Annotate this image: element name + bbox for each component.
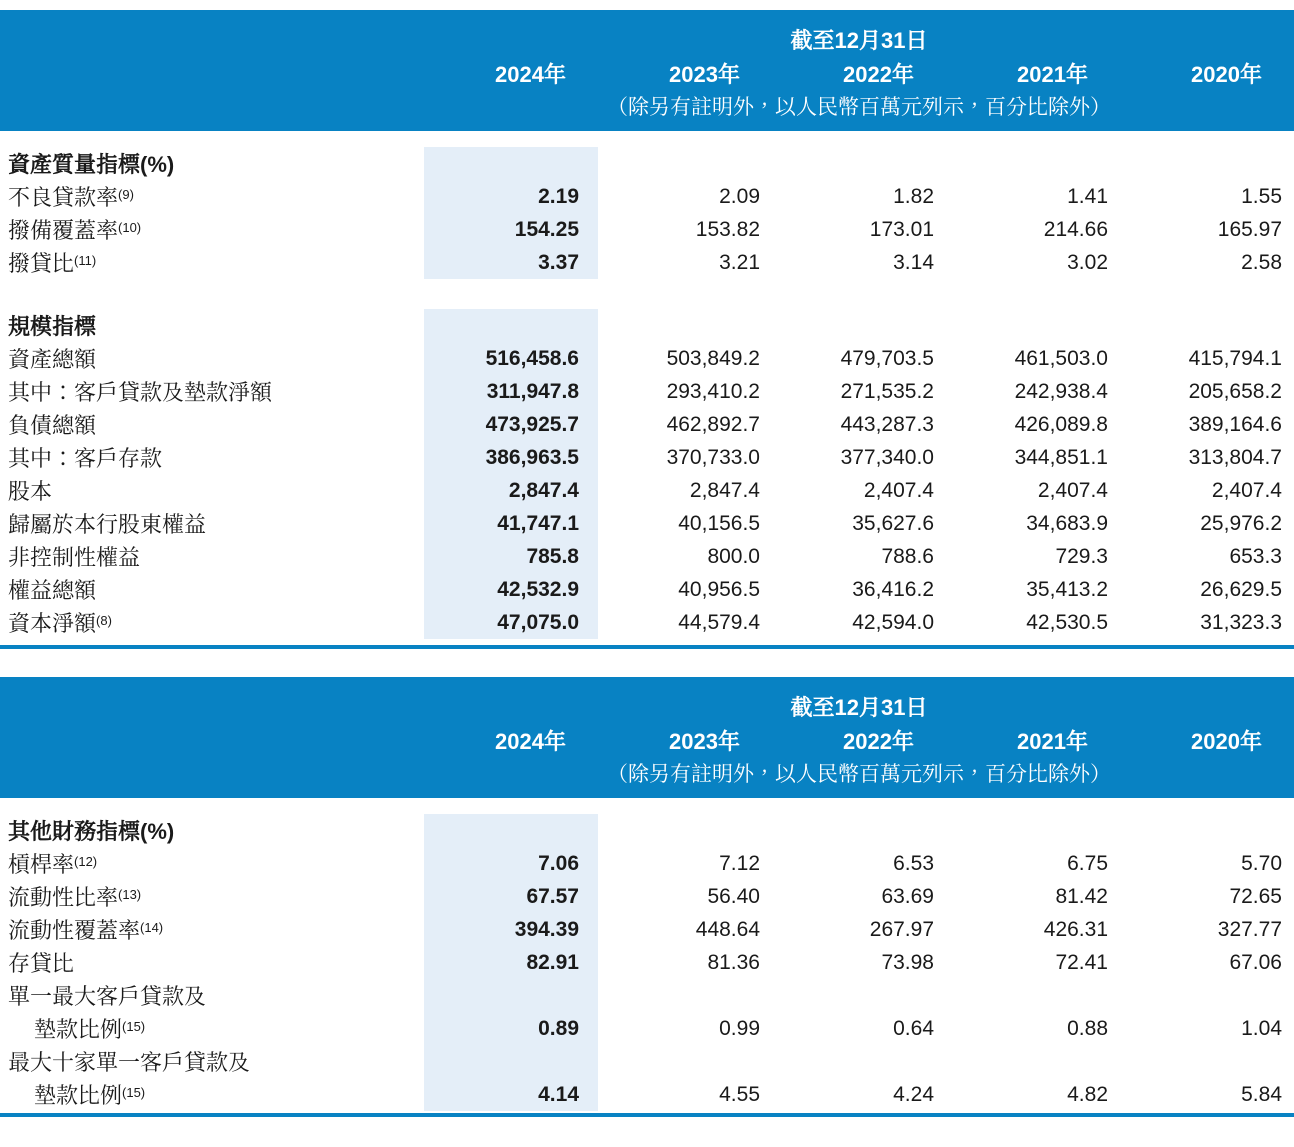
value-cell-2024 bbox=[424, 814, 598, 847]
table-row bbox=[0, 180, 1294, 213]
year-header-2020: 2020年 bbox=[1120, 56, 1294, 91]
table-row bbox=[0, 847, 1294, 880]
row-label: 撥貸比$^{(11)}$ bbox=[8, 251, 97, 276]
value-cell-2024 bbox=[424, 147, 598, 180]
value-cell-2020 bbox=[1120, 1045, 1294, 1078]
row-label: 存貸比 bbox=[8, 951, 75, 976]
year-header-2024: 2024年 bbox=[424, 56, 598, 91]
table-row bbox=[0, 342, 1294, 375]
value-cell-2024: 42,532.9 bbox=[497, 577, 579, 601]
row-label: 墊款比例$^{(15)}$ bbox=[34, 1017, 146, 1042]
value-cell-2022 bbox=[772, 1045, 946, 1078]
value-cell-2023: 44,579.4 bbox=[678, 610, 760, 634]
value-cell-2020: 5.70 bbox=[1241, 851, 1282, 875]
value-cell-2023 bbox=[598, 814, 772, 847]
value-cell-2022: 479,703.5 bbox=[840, 346, 934, 370]
footnote-ref: (12) bbox=[74, 854, 98, 869]
value-cell-2021 bbox=[946, 309, 1120, 342]
section-header: 規模指標 bbox=[8, 314, 97, 339]
value-cell-2020 bbox=[1120, 979, 1294, 1012]
value-cell-2020: 1.04 bbox=[1241, 1016, 1282, 1040]
spacer-row bbox=[0, 131, 1294, 147]
value-cell-2022: 4.24 bbox=[893, 1082, 934, 1106]
value-cell-2021: 81.42 bbox=[1055, 884, 1108, 908]
table-row bbox=[0, 913, 1294, 946]
row-label: 單一最大客戶貸款及 bbox=[8, 984, 207, 1009]
spacer-cell bbox=[0, 1111, 1294, 1115]
table-row bbox=[0, 213, 1294, 246]
footnote-ref: (13) bbox=[118, 887, 142, 902]
asset-quality-and-scale-table bbox=[0, 10, 1294, 649]
other-financial-indicators-table bbox=[0, 677, 1294, 1117]
value-cell-2023 bbox=[598, 147, 772, 180]
value-cell-2020: 67.06 bbox=[1229, 950, 1282, 974]
row-label: 資本淨額$^{(8)}$ bbox=[8, 611, 112, 636]
spacer-cell bbox=[0, 798, 1294, 814]
value-cell-2023 bbox=[598, 1045, 772, 1078]
value-cell-2020: 26,629.5 bbox=[1200, 577, 1282, 601]
row-label: 股本 bbox=[8, 479, 53, 504]
table-header bbox=[0, 677, 1294, 798]
value-cell-2021: 6.75 bbox=[1067, 851, 1108, 875]
value-cell-2020: 389,164.6 bbox=[1188, 412, 1282, 436]
value-cell-2020: 72.65 bbox=[1229, 884, 1282, 908]
value-cell-2023: 4.55 bbox=[719, 1082, 760, 1106]
value-cell-2024 bbox=[424, 1045, 598, 1078]
value-cell-2023: 800.0 bbox=[707, 544, 760, 568]
value-cell-2023 bbox=[598, 309, 772, 342]
table-row bbox=[0, 1012, 1294, 1045]
table-body bbox=[0, 798, 1294, 1115]
value-cell-2020: 31,323.3 bbox=[1200, 610, 1282, 634]
value-cell-2023: 462,892.7 bbox=[666, 412, 760, 436]
spacer-cell bbox=[0, 279, 1294, 309]
value-cell-2022 bbox=[772, 814, 946, 847]
value-cell-2023: 2.09 bbox=[719, 184, 760, 208]
spacer-cell bbox=[0, 131, 1294, 147]
row-label: 負債總額 bbox=[8, 413, 97, 438]
value-cell-2021: 344,851.1 bbox=[1014, 445, 1108, 469]
year-header-2022: 2022年 bbox=[772, 723, 946, 758]
row-label: 歸屬於本行股東權益 bbox=[8, 512, 207, 537]
section-header-row bbox=[0, 814, 1294, 847]
table-row bbox=[0, 606, 1294, 639]
value-cell-2021: 34,683.9 bbox=[1026, 511, 1108, 535]
row-label: 最大十家單一客戶貸款及 bbox=[8, 1050, 251, 1075]
value-cell-2024: 3.37 bbox=[538, 250, 579, 274]
header-label-spacer bbox=[0, 677, 424, 798]
value-cell-2021 bbox=[946, 1045, 1120, 1078]
table-row bbox=[0, 573, 1294, 606]
value-cell-2024: 154.25 bbox=[514, 217, 579, 241]
value-cell-2024: 2.19 bbox=[538, 184, 579, 208]
table-row bbox=[0, 375, 1294, 408]
value-cell-2023: 293,410.2 bbox=[666, 379, 760, 403]
footnote-ref: (8) bbox=[96, 613, 112, 628]
value-cell-2023: 370,733.0 bbox=[666, 445, 760, 469]
spacer-cell bbox=[0, 639, 1294, 647]
value-cell-2023: 153.82 bbox=[695, 217, 760, 241]
row-label: 資產總額 bbox=[8, 347, 97, 372]
value-cell-2020: 205,658.2 bbox=[1188, 379, 1282, 403]
year-header-2021: 2021年 bbox=[946, 56, 1120, 91]
value-cell-2022 bbox=[772, 309, 946, 342]
value-cell-2020: 653.3 bbox=[1229, 544, 1282, 568]
value-cell-2021: 214.66 bbox=[1043, 217, 1108, 241]
table-row bbox=[0, 474, 1294, 507]
value-cell-2022: 2,407.4 bbox=[863, 478, 934, 502]
table-row bbox=[0, 246, 1294, 279]
value-cell-2022: 267.97 bbox=[869, 917, 934, 941]
row-label: 非控制性權益 bbox=[8, 545, 141, 570]
section-header-row bbox=[0, 309, 1294, 342]
year-header-2023: 2023年 bbox=[598, 56, 772, 91]
table-row bbox=[0, 1045, 1294, 1078]
value-cell-2021: 242,938.4 bbox=[1014, 379, 1108, 403]
value-cell-2021 bbox=[946, 147, 1120, 180]
value-cell-2024: 473,925.7 bbox=[485, 412, 579, 436]
value-cell-2022: 377,340.0 bbox=[840, 445, 934, 469]
value-cell-2023: 7.12 bbox=[719, 851, 760, 875]
section-header-row bbox=[0, 147, 1294, 180]
value-cell-2022: 271,535.2 bbox=[840, 379, 934, 403]
year-header-2020: 2020年 bbox=[1120, 723, 1294, 758]
section-header: 其他財務指標(%) bbox=[8, 819, 175, 844]
value-cell-2021: 72.41 bbox=[1055, 950, 1108, 974]
value-cell-2023: 448.64 bbox=[695, 917, 760, 941]
value-cell-2021: 461,503.0 bbox=[1014, 346, 1108, 370]
spacer-row bbox=[0, 639, 1294, 647]
value-cell-2022: 42,594.0 bbox=[852, 610, 934, 634]
unit-note: （除另有註明外，以人民幣百萬元列示，百分比除外） bbox=[424, 758, 1294, 798]
value-cell-2022: 3.14 bbox=[893, 250, 934, 274]
table-row bbox=[0, 441, 1294, 474]
row-label: 其中：客戶貸款及墊款淨額 bbox=[8, 380, 273, 405]
year-header-2023: 2023年 bbox=[598, 723, 772, 758]
row-label: 流動性覆蓋率$^{(14)}$ bbox=[8, 918, 164, 943]
value-cell-2022 bbox=[772, 979, 946, 1012]
value-cell-2024 bbox=[424, 309, 598, 342]
value-cell-2022: 73.98 bbox=[881, 950, 934, 974]
value-cell-2024: 2,847.4 bbox=[508, 478, 579, 502]
table-row bbox=[0, 1078, 1294, 1111]
table-row bbox=[0, 880, 1294, 913]
footnote-ref: (11) bbox=[74, 253, 97, 268]
row-label: 權益總額 bbox=[8, 578, 97, 603]
value-cell-2024: 4.14 bbox=[538, 1082, 579, 1106]
value-cell-2021 bbox=[946, 814, 1120, 847]
value-cell-2023: 2,847.4 bbox=[689, 478, 760, 502]
footnote-ref: (9) bbox=[118, 187, 134, 202]
table-row bbox=[0, 507, 1294, 540]
value-cell-2021: 426.31 bbox=[1043, 917, 1108, 941]
value-cell-2021: 3.02 bbox=[1067, 250, 1108, 274]
value-cell-2020: 313,804.7 bbox=[1188, 445, 1282, 469]
value-cell-2020 bbox=[1120, 309, 1294, 342]
value-cell-2022: 6.53 bbox=[893, 851, 934, 875]
year-header-2022: 2022年 bbox=[772, 56, 946, 91]
value-cell-2024: 82.91 bbox=[526, 950, 579, 974]
table-row bbox=[0, 946, 1294, 979]
period-title: 截至12月31日 bbox=[424, 677, 1294, 723]
value-cell-2020: 327.77 bbox=[1217, 917, 1282, 941]
footnote-ref: (14) bbox=[140, 920, 164, 935]
table-row bbox=[0, 408, 1294, 441]
value-cell-2022: 788.6 bbox=[881, 544, 934, 568]
row-label: 不良貸款率$^{(9)}$ bbox=[8, 185, 134, 210]
spacer-row bbox=[0, 1111, 1294, 1115]
value-cell-2023: 40,156.5 bbox=[678, 511, 760, 535]
value-cell-2024: 0.89 bbox=[538, 1016, 579, 1040]
value-cell-2023: 0.99 bbox=[719, 1016, 760, 1040]
value-cell-2020: 25,976.2 bbox=[1200, 511, 1282, 535]
row-label: 其中：客戶存款 bbox=[8, 446, 163, 471]
unit-note: （除另有註明外，以人民幣百萬元列示，百分比除外） bbox=[424, 91, 1294, 131]
row-label: 撥備覆蓋率$^{(10)}$ bbox=[8, 218, 142, 243]
value-cell-2022: 35,627.6 bbox=[852, 511, 934, 535]
value-cell-2022 bbox=[772, 147, 946, 180]
value-cell-2021: 1.41 bbox=[1067, 184, 1108, 208]
value-cell-2020 bbox=[1120, 814, 1294, 847]
spacer-row bbox=[0, 279, 1294, 309]
value-cell-2024: 41,747.1 bbox=[497, 511, 579, 535]
value-cell-2021: 4.82 bbox=[1067, 1082, 1108, 1106]
table-body bbox=[0, 131, 1294, 647]
value-cell-2024: 67.57 bbox=[526, 884, 579, 908]
row-label: 流動性比率$^{(13)}$ bbox=[8, 885, 142, 910]
table-header bbox=[0, 10, 1294, 131]
footnote-ref: (15) bbox=[122, 1019, 146, 1034]
value-cell-2022: 1.82 bbox=[893, 184, 934, 208]
value-cell-2024: 311,947.8 bbox=[486, 379, 579, 403]
year-header-2021: 2021年 bbox=[946, 723, 1120, 758]
row-label: 槓桿率$^{(12)}$ bbox=[8, 852, 98, 877]
footnote-ref: (15) bbox=[122, 1085, 146, 1100]
value-cell-2023: 56.40 bbox=[707, 884, 760, 908]
section-header: 資產質量指標(%) bbox=[8, 152, 175, 177]
value-cell-2024 bbox=[424, 979, 598, 1012]
value-cell-2024: 47,075.0 bbox=[497, 610, 579, 634]
value-cell-2024: 785.8 bbox=[526, 544, 579, 568]
value-cell-2023: 81.36 bbox=[707, 950, 760, 974]
value-cell-2021: 35,413.2 bbox=[1026, 577, 1108, 601]
row-label: 墊款比例$^{(15)}$ bbox=[34, 1083, 146, 1108]
header-label-spacer bbox=[0, 10, 424, 131]
value-cell-2020: 165.97 bbox=[1217, 217, 1282, 241]
value-cell-2020: 5.84 bbox=[1241, 1082, 1282, 1106]
footnote-ref: (10) bbox=[118, 220, 142, 235]
value-cell-2021: 426,089.8 bbox=[1014, 412, 1108, 436]
value-cell-2022: 0.64 bbox=[893, 1016, 934, 1040]
table-row bbox=[0, 540, 1294, 573]
value-cell-2021: 42,530.5 bbox=[1026, 610, 1108, 634]
value-cell-2020: 415,794.1 bbox=[1188, 346, 1282, 370]
value-cell-2024: 516,458.6 bbox=[485, 346, 579, 370]
value-cell-2020: 2,407.4 bbox=[1211, 478, 1282, 502]
value-cell-2021 bbox=[946, 979, 1120, 1012]
value-cell-2024: 394.39 bbox=[514, 917, 579, 941]
value-cell-2020: 1.55 bbox=[1241, 184, 1282, 208]
value-cell-2023 bbox=[598, 979, 772, 1012]
value-cell-2020 bbox=[1120, 147, 1294, 180]
value-cell-2021: 729.3 bbox=[1055, 544, 1108, 568]
year-header-2024: 2024年 bbox=[424, 723, 598, 758]
value-cell-2021: 0.88 bbox=[1067, 1016, 1108, 1040]
value-cell-2022: 173.01 bbox=[869, 217, 934, 241]
period-title: 截至12月31日 bbox=[424, 10, 1294, 56]
spacer-row bbox=[0, 798, 1294, 814]
value-cell-2024: 386,963.5 bbox=[485, 445, 579, 469]
value-cell-2023: 40,956.5 bbox=[678, 577, 760, 601]
table-row bbox=[0, 979, 1294, 1012]
value-cell-2023: 3.21 bbox=[719, 250, 760, 274]
value-cell-2023: 503,849.2 bbox=[666, 346, 760, 370]
value-cell-2022: 443,287.3 bbox=[840, 412, 934, 436]
value-cell-2024: 7.06 bbox=[538, 851, 579, 875]
value-cell-2020: 2.58 bbox=[1241, 250, 1282, 274]
value-cell-2021: 2,407.4 bbox=[1037, 478, 1108, 502]
value-cell-2022: 36,416.2 bbox=[852, 577, 934, 601]
value-cell-2022: 63.69 bbox=[881, 884, 934, 908]
